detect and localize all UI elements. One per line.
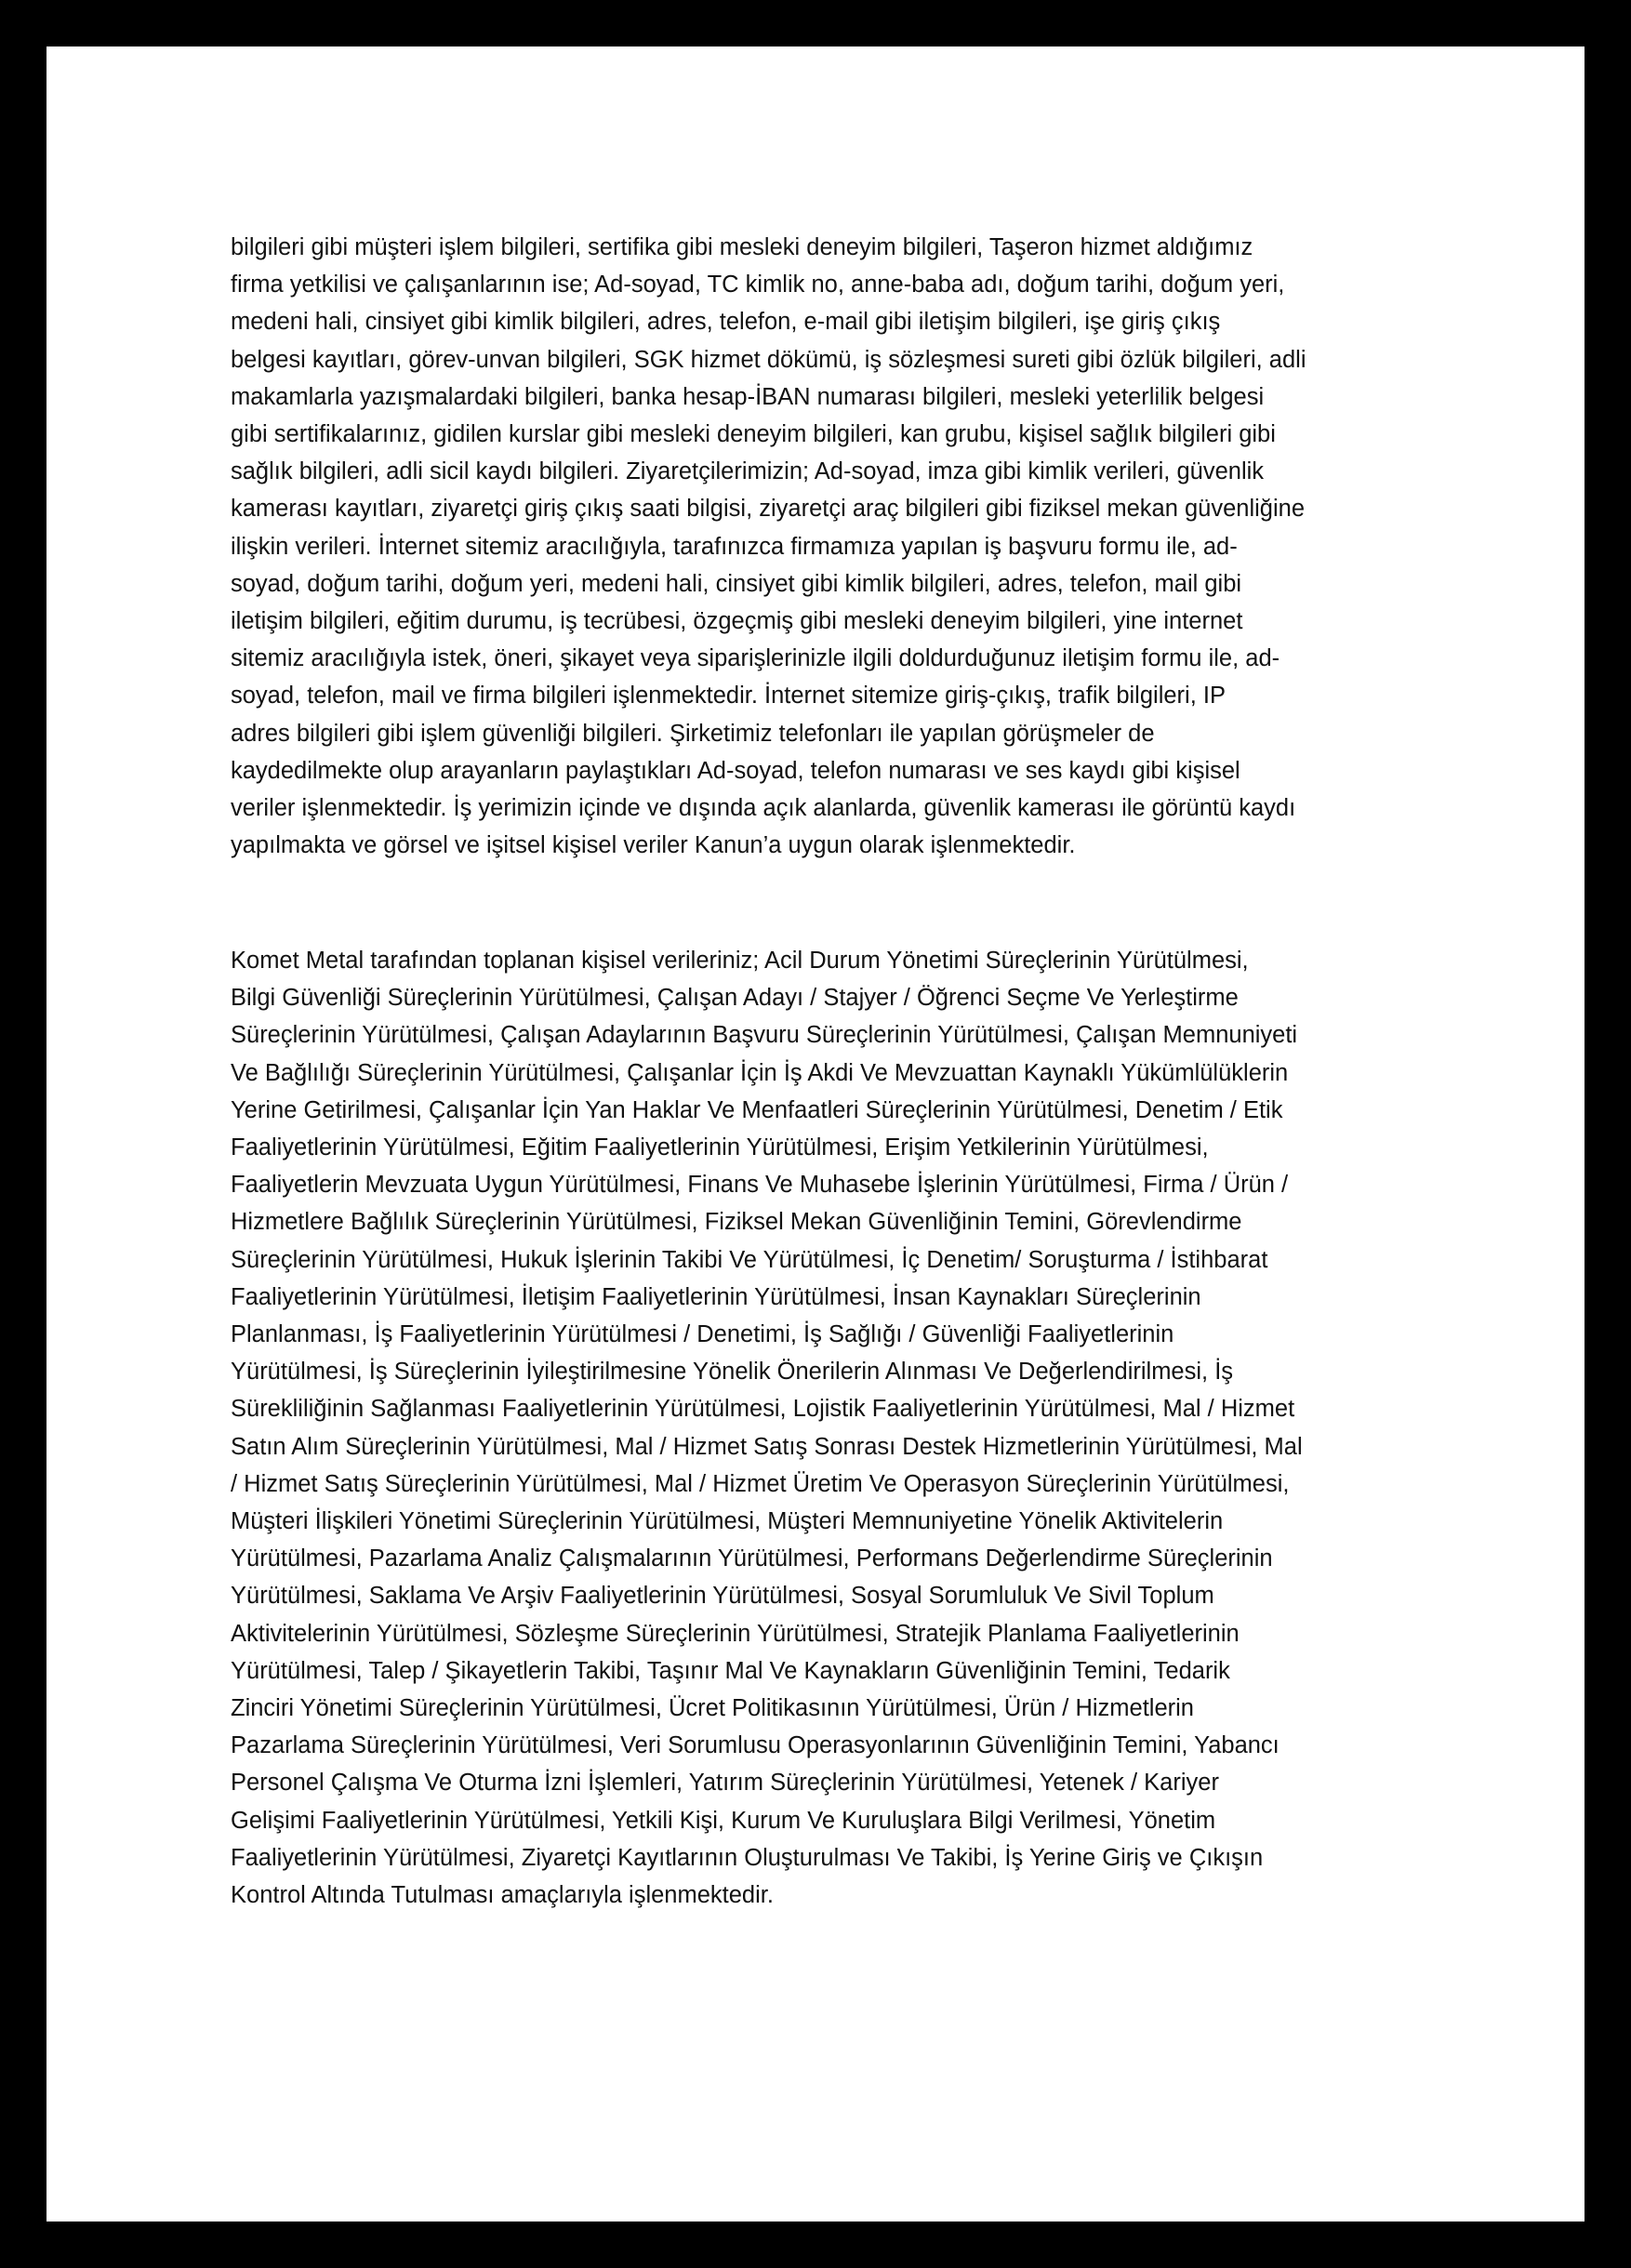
text-line: Sürekliliğinin Sağlanması Faaliyetlerinin Yürütülmesi, Lojistik Faaliyetlerinin Yürütülmesi, Mal / Hizmet [231, 1396, 1295, 1423]
text-line: gibi sertifikalarınız, gidilen kurslar gibi mesleki deneyim bilgileri, kan grubu, kişisel sağlık bilgileri gibi [231, 421, 1276, 448]
text-line: Bilgi Güvenliği Süreçlerinin Yürütülmesi, Çalışan Adayı / Stajyer / Öğrenci Seçme Ve Yerleştirme [231, 985, 1239, 1012]
text-line: Aktivitelerinin Yürütülmesi, Sözleşme Süreçlerinin Yürütülmesi, Stratejik Planlama Faaliyetlerinin [231, 1620, 1240, 1647]
text-line: Faaliyetlerinin Yürütülmesi, İletişim Faaliyetlerinin Yürütülmesi, İnsan Kaynakları Süreçlerinin [231, 1283, 1201, 1310]
text-line: medeni hali, cinsiyet gibi kimlik bilgileri, adres, telefon, e-mail gibi iletişim bilgileri, işe giriş çıkış [231, 309, 1221, 336]
text-line: sitemiz aracılığıyla istek, öneri, şikayet veya siparişlerinizle ilgili doldurduğunuz iletişim formu ile, ad- [231, 645, 1280, 672]
text-line: Zinciri Yönetimi Süreçlerinin Yürütülmesi, Ücret Politikasının Yürütülmesi, Ürün / Hizmetlerin [231, 1695, 1194, 1722]
text-line: belgesi kayıtları, görev-unvan bilgileri, SGK hizmet dökümü, iş sözleşmesi sureti gibi özlük bilgileri, adli [231, 346, 1306, 373]
text-line: Faaliyetlerinin Yürütülmesi, Eğitim Faaliyetlerinin Yürütülmesi, Erişim Yetkilerinin Yürütülmesi, [231, 1134, 1209, 1161]
paragraph-personal-data-categories [231, 229, 1460, 864]
text-line: iletişim bilgileri, eğitim durumu, iş tecrübesi, özgeçmiş gibi mesleki deneyim bilgileri, yine internet [231, 608, 1243, 635]
paragraph-text [231, 942, 1460, 1914]
paragraph-text [231, 229, 1460, 864]
text-line: Yürütülmesi, Talep / Şikayetlerin Takibi, Taşınır Mal Ve Kaynakların Güvenliğinin Temini, Tedarik [231, 1657, 1230, 1684]
text-line: Yürütülmesi, İş Süreçlerinin İyileştirilmesine Yönelik Önerilerin Alınması Ve Değerlendirilmesi, İş [231, 1359, 1234, 1386]
text-line: Faaliyetlerinin Yürütülmesi, Ziyaretçi Kayıtlarının Oluşturulması Ve Takibi, İş Yerine Giriş ve Çıkışın [231, 1844, 1264, 1871]
text-line: Süreçlerinin Yürütülmesi, Hukuk İşlerinin Takibi Ve Yürütülmesi, İç Denetim/ Soruşturma / İstihbarat [231, 1246, 1268, 1273]
paragraph-processing-purposes [231, 942, 1460, 1914]
text-line: kaydedilmekte olup arayanların paylaştıkları Ad-soyad, telefon numarası ve ses kaydı gibi kişisel [231, 757, 1240, 784]
text-line: Yürütülmesi, Pazarlama Analiz Çalışmalarının Yürütülmesi, Performans Değerlendirme Süreçlerinin [231, 1545, 1273, 1572]
text-line: Faaliyetlerin Mevzuata Uygun Yürütülmesi, Finans Ve Muhasebe İşlerinin Yürütülmesi, Firma / Ürün / [231, 1172, 1289, 1199]
text-line: soyad, doğum tarihi, doğum yeri, medeni hali, cinsiyet gibi kimlik bilgileri, adres, telefon, mail gibi [231, 570, 1242, 597]
text-line: Yerine Getirilmesi, Çalışanlar İçin Yan Haklar Ve Menfaatleri Süreçlerinin Yürütülmesi, Denetim / Etik [231, 1096, 1283, 1123]
text-line: sağlık bilgileri, adli sicil kaydı bilgileri. Ziyaretçilerimizin; Ad-soyad, imza gibi kimlik verileri, güvenlik [231, 458, 1265, 485]
text-line: Müşteri İlişkileri Yönetimi Süreçlerinin Yürütülmesi, Müşteri Memnuniyetine Yönelik Aktivitelerin [231, 1508, 1224, 1535]
text-line: Hizmetlere Bağlılık Süreçlerinin Yürütülmesi, Fiziksel Mekan Güvenliğinin Temini, Görevlendirme [231, 1209, 1242, 1236]
text-line: ilişkin verileri. İnternet sitemiz aracılığıyla, tarafınızca firmamıza yapılan iş başvuru formu ile, ad- [231, 533, 1238, 560]
text-line: Personel Çalışma Ve Oturma İzni İşlemleri, Yatırım Süreçlerinin Yürütülmesi, Yetenek / Kariyer [231, 1770, 1219, 1797]
text-line: Komet Metal tarafından toplanan kişisel verileriniz; Acil Durum Yönetimi Süreçlerinin Yürütülmesi, [231, 948, 1249, 974]
text-line: veriler işlenmektedir. İş yerimizin içinde ve dışında açık alanlarda, güvenlik kamerası ile görüntü kaydı [231, 795, 1296, 822]
text-line: kamerası kayıtları, ziyaretçi giriş çıkış saati bilgisi, ziyaretçi araç bilgileri gibi fiziksel mekan güvenliğine [231, 496, 1305, 523]
text-line: yapılmakta ve görsel ve işitsel kişisel veriler Kanun’a uygun olarak işlenmektedir. [231, 832, 1076, 859]
text-line: bilgileri gibi müşteri işlem bilgileri, sertifika gibi mesleki deneyim bilgileri, Taşeron hizmet aldığımız [231, 234, 1253, 260]
text-line: / Hizmet Satış Süreçlerinin Yürütülmesi, Mal / Hizmet Üretim Ve Operasyon Süreçlerinin Yürütülmesi, [231, 1470, 1290, 1497]
text-line: firma yetkilisi ve çalışanlarının ise; Ad-soyad, TC kimlik no, anne-baba adı, doğum tarihi, doğum yeri, [231, 272, 1285, 298]
text-line: Kontrol Altında Tutulması amaçlarıyla işlenmektedir. [231, 1882, 774, 1909]
text-line: Planlanması, İş Faaliyetlerinin Yürütülmesi / Denetimi, İş Sağlığı / Güvenliği Faaliyetlerinin [231, 1321, 1174, 1348]
text-line: adres bilgileri gibi işlem güvenliği bilgileri. Şirketimiz telefonları ile yapılan görüşmeler de [231, 720, 1155, 747]
text-line: Satın Alım Süreçlerinin Yürütülmesi, Mal / Hizmet Satış Sonrası Destek Hizmetlerinin Yürütülmesi, Mal [231, 1433, 1303, 1460]
text-line: Ve Bağlılığı Süreçlerinin Yürütülmesi, Çalışanlar İçin İş Akdi Ve Mevzuattan Kaynaklı Yükümlülüklerin [231, 1059, 1289, 1086]
text-line: Gelişimi Faaliyetlerinin Yürütülmesi, Yetkili Kişi, Kurum Ve Kuruluşlara Bilgi Verilmesi, Yönetim [231, 1807, 1216, 1834]
text-line: Yürütülmesi, Saklama Ve Arşiv Faaliyetlerinin Yürütülmesi, Sosyal Sorumluluk Ve Sivil Toplum [231, 1583, 1214, 1610]
text-line: Pazarlama Süreçlerinin Yürütülmesi, Veri Sorumlusu Operasyonlarının Güvenliğinin Temini, Yabancı [231, 1732, 1280, 1759]
text-line: soyad, telefon, mail ve firma bilgileri işlenmektedir. İnternet sitemize giriş-çıkış, trafik bilgileri, IP [231, 683, 1226, 710]
text-line: Süreçlerinin Yürütülmesi, Çalışan Adaylarının Başvuru Süreçlerinin Yürütülmesi, Çalışan Memnuniyeti [231, 1022, 1298, 1049]
text-line: makamlarla yazışmalardaki bilgileri, banka hesap-İBAN numarası bilgileri, mesleki yeterlilik belgesi [231, 383, 1265, 410]
document-page [46, 46, 1585, 2222]
